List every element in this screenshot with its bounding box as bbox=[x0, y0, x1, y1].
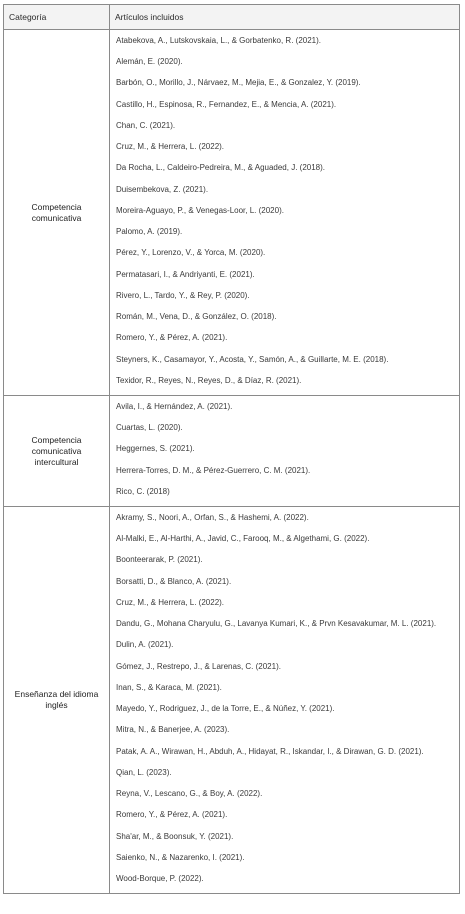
article-item: Romero, Y., & Pérez, A. (2021). bbox=[116, 810, 228, 820]
article-item: Heggernes, S. (2021). bbox=[116, 444, 195, 454]
article-item: Román, M., Vena, D., & González, O. (2018). bbox=[116, 312, 277, 321]
article-item: Romero, Y., & Pérez, A. (2021). bbox=[116, 333, 228, 343]
article-item: Avila, I., & Hernández, A. (2021). bbox=[116, 402, 233, 411]
category-cell: Enseñanza del idioma inglés bbox=[4, 507, 110, 894]
article-item: Qian, L. (2023). bbox=[116, 767, 172, 777]
article-item: Moreira-Aguayo, P., & Venegas-Loor, L. (2020). bbox=[116, 205, 284, 215]
article-item: Duisembekova, Z. (2021). bbox=[116, 184, 209, 194]
article-item: Castillo, H., Espinosa, R., Fernandez, E., & Mencia, A. (2021). bbox=[116, 99, 337, 109]
category-cell: Competencia comunicativa bbox=[4, 30, 110, 396]
article-item: Dandu, G., Mohana Charyulu, G., Lavanya Kumari, K., & Prvn Kesavakumar, M. L. (2021). bbox=[116, 619, 437, 628]
table-row bbox=[4, 396, 460, 507]
header-categoria: Categoría bbox=[4, 5, 110, 30]
article-item: Dulin, A. (2021). bbox=[116, 640, 174, 650]
article-item: Rico, C. (2018) bbox=[116, 486, 170, 496]
articles-table bbox=[3, 4, 460, 894]
article-item: Reyna, V., Lescano, G., & Boy, A. (2022). bbox=[116, 789, 263, 798]
articles-cell bbox=[110, 396, 460, 507]
article-item: Barbón, O., Morillo, J., Nárvaez, M., Mejia, E., & Gonzalez, Y. (2019). bbox=[116, 78, 361, 88]
table-header-row bbox=[4, 5, 460, 30]
article-item: Chan, C. (2021). bbox=[116, 120, 176, 130]
article-item: Cuartas, L. (2020). bbox=[116, 423, 183, 432]
articles-cell bbox=[110, 507, 460, 894]
article-item: Gómez, J., Restrepo, J., & Larenas, C. (2021). bbox=[116, 661, 281, 671]
category-cell: Competencia comunicativa intercultural bbox=[4, 396, 110, 507]
article-item: Da Rocha, L., Caldeiro-Pedreira, M., & Aguaded, J. (2018). bbox=[116, 163, 325, 173]
table-row bbox=[4, 30, 460, 396]
article-item: Wood-Borque, P. (2022). bbox=[116, 874, 204, 883]
article-item: Mitra, N., & Banerjee, A. (2023). bbox=[116, 725, 230, 735]
table-row bbox=[4, 507, 460, 894]
article-item: Herrera-Torres, D. M., & Pérez-Guerrero, C. M. (2021). bbox=[116, 465, 311, 475]
header-articulos: Artículos incluidos bbox=[110, 5, 460, 30]
article-item: Inan, S., & Karaca, M. (2021). bbox=[116, 682, 222, 692]
article-item: Cruz, M., & Herrera, L. (2022). bbox=[116, 597, 225, 607]
article-item: Rivero, L., Tardo, Y., & Rey, P. (2020). bbox=[116, 290, 250, 300]
article-item: Alemán, E. (2020). bbox=[116, 57, 183, 66]
article-item: Cruz, M., & Herrera, L. (2022). bbox=[116, 142, 225, 151]
article-item: Akramy, S., Noori, A., Orfan, S., & Hashemi, A. (2022). bbox=[116, 513, 309, 522]
article-item: Steyners, K., Casamayor, Y., Acosta, Y., Samón, A., & Guillarte, M. E. (2018). bbox=[116, 354, 389, 364]
article-item: Al-Malki, E., Al-Harthi, A., Javid, C., Farooq, M., & Algethami, G. (2022). bbox=[116, 534, 370, 543]
table-body bbox=[4, 30, 460, 894]
article-item: Palomo, A. (2019). bbox=[116, 227, 183, 236]
article-item: Mayedo, Y., Rodriguez, J., de la Torre, E., & Núñez, Y. (2021). bbox=[116, 704, 335, 713]
article-item: Saienko, N., & Nazarenko, I. (2021). bbox=[116, 852, 245, 862]
article-item: Patak, A. A., Wirawan, H., Abduh, A., Hidayat, R., Iskandar, I., & Dirawan, G. D. (2021). bbox=[116, 746, 424, 756]
article-item: Texidor, R., Reyes, N., Reyes, D., & Díaz, R. (2021). bbox=[116, 375, 302, 385]
article-item: Boonteerarak, P. (2021). bbox=[116, 555, 203, 565]
articles-cell bbox=[110, 30, 460, 396]
article-item: Permatasari, I., & Andriyanti, E. (2021). bbox=[116, 269, 255, 279]
article-item: Borsatti, D., & Blanco, A. (2021). bbox=[116, 576, 232, 586]
document-page bbox=[3, 4, 459, 894]
article-item: Pérez, Y., Lorenzo, V., & Yorca, M. (2020). bbox=[116, 248, 266, 258]
article-item: Atabekova, A., Lutskovskaia, L., & Gorbatenko, R. (2021). bbox=[116, 36, 321, 45]
article-item: Sha'ar, M., & Boonsuk, Y. (2021). bbox=[116, 831, 234, 841]
